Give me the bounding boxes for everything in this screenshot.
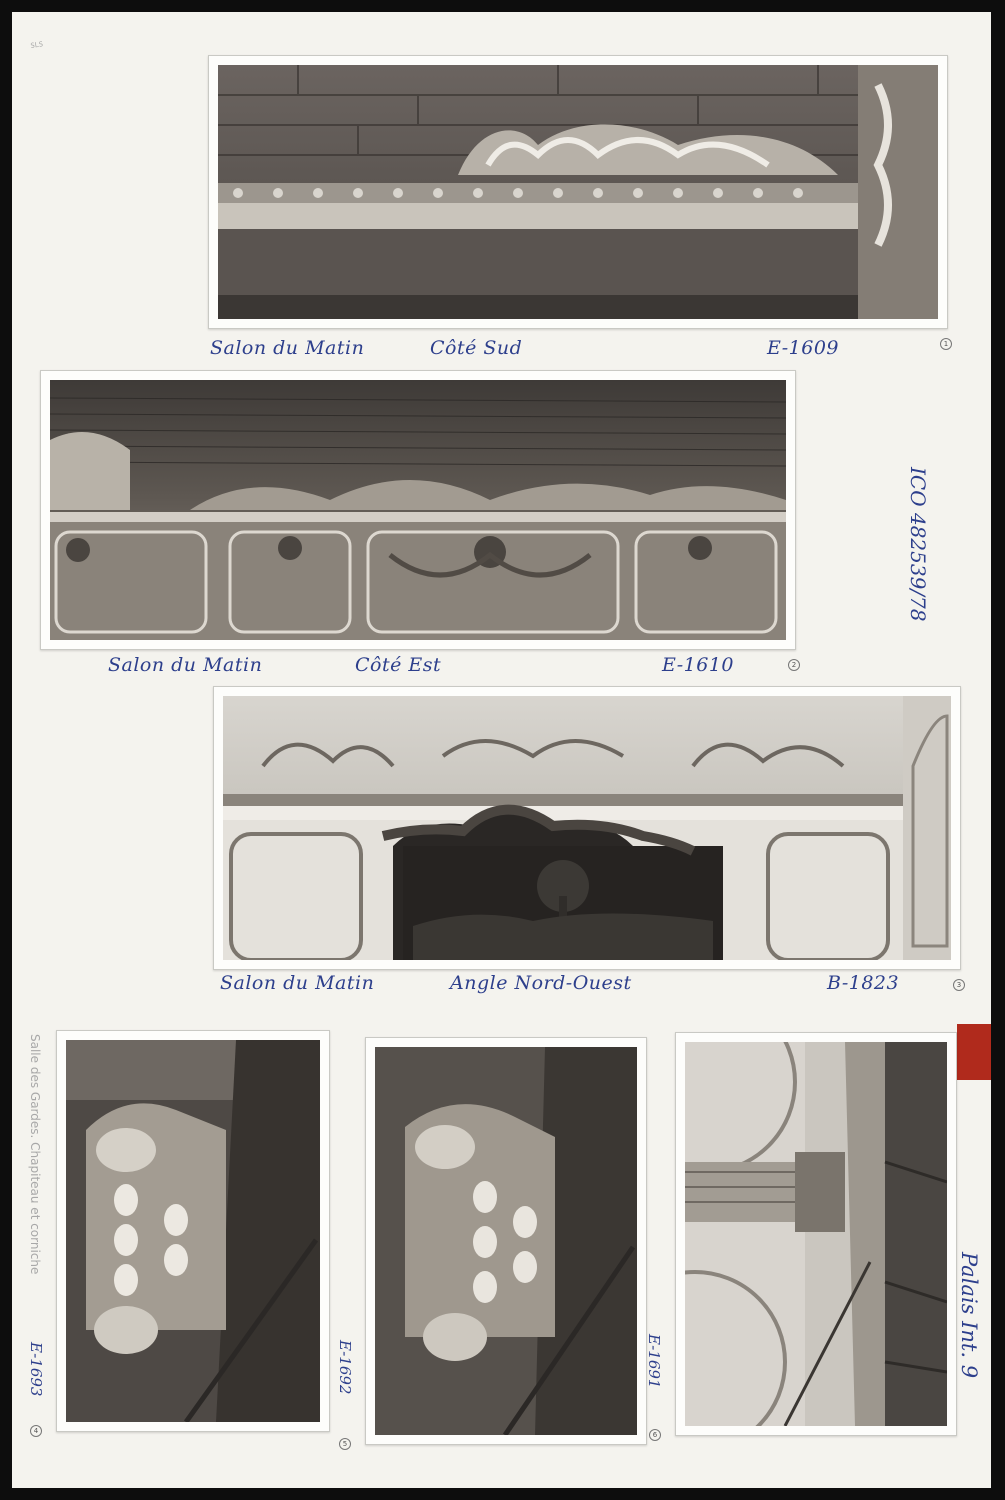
caption-3-side: Angle Nord-Ouest [450, 972, 632, 994]
photo-number: 3 [953, 979, 965, 991]
caption-2-location: Salon du Matin [108, 654, 263, 676]
photo-image [223, 696, 951, 960]
photo-image [50, 380, 786, 640]
caption-1-code: E-1609 [767, 337, 839, 359]
photo-image [685, 1042, 947, 1426]
box-label: Palais Int. 9 [957, 1252, 981, 1379]
caption-6-code: E-1691 [645, 1334, 663, 1389]
caption-2-side: Côté Est [355, 654, 442, 676]
photo-number: 4 [30, 1425, 42, 1437]
corner-stamp: SLS [30, 40, 44, 50]
caption-1-side: Côté Sud [430, 337, 523, 359]
photo-image [66, 1040, 320, 1422]
caption-3-location: Salon du Matin [220, 972, 375, 994]
red-tab-marker [957, 1024, 991, 1080]
caption-1-location: Salon du Matin [210, 337, 365, 359]
pencil-caption: Salle des Gardes. Chapiteau et corniche [28, 1034, 42, 1275]
photo-number: 1 [940, 338, 952, 350]
caption-2-code: E-1610 [662, 654, 734, 676]
photo-image [218, 65, 938, 319]
inventory-number: ICO 482539/78 [906, 467, 930, 622]
photo-image [375, 1047, 637, 1435]
photo-number: 2 [788, 659, 800, 671]
caption-3-code: B-1823 [827, 972, 900, 994]
caption-5-code: E-1692 [336, 1340, 354, 1395]
caption-4-code: E-1693 [27, 1342, 45, 1397]
archive-sheet [12, 12, 991, 1488]
photo-number: 6 [649, 1429, 661, 1441]
photo-number: 5 [339, 1438, 351, 1450]
